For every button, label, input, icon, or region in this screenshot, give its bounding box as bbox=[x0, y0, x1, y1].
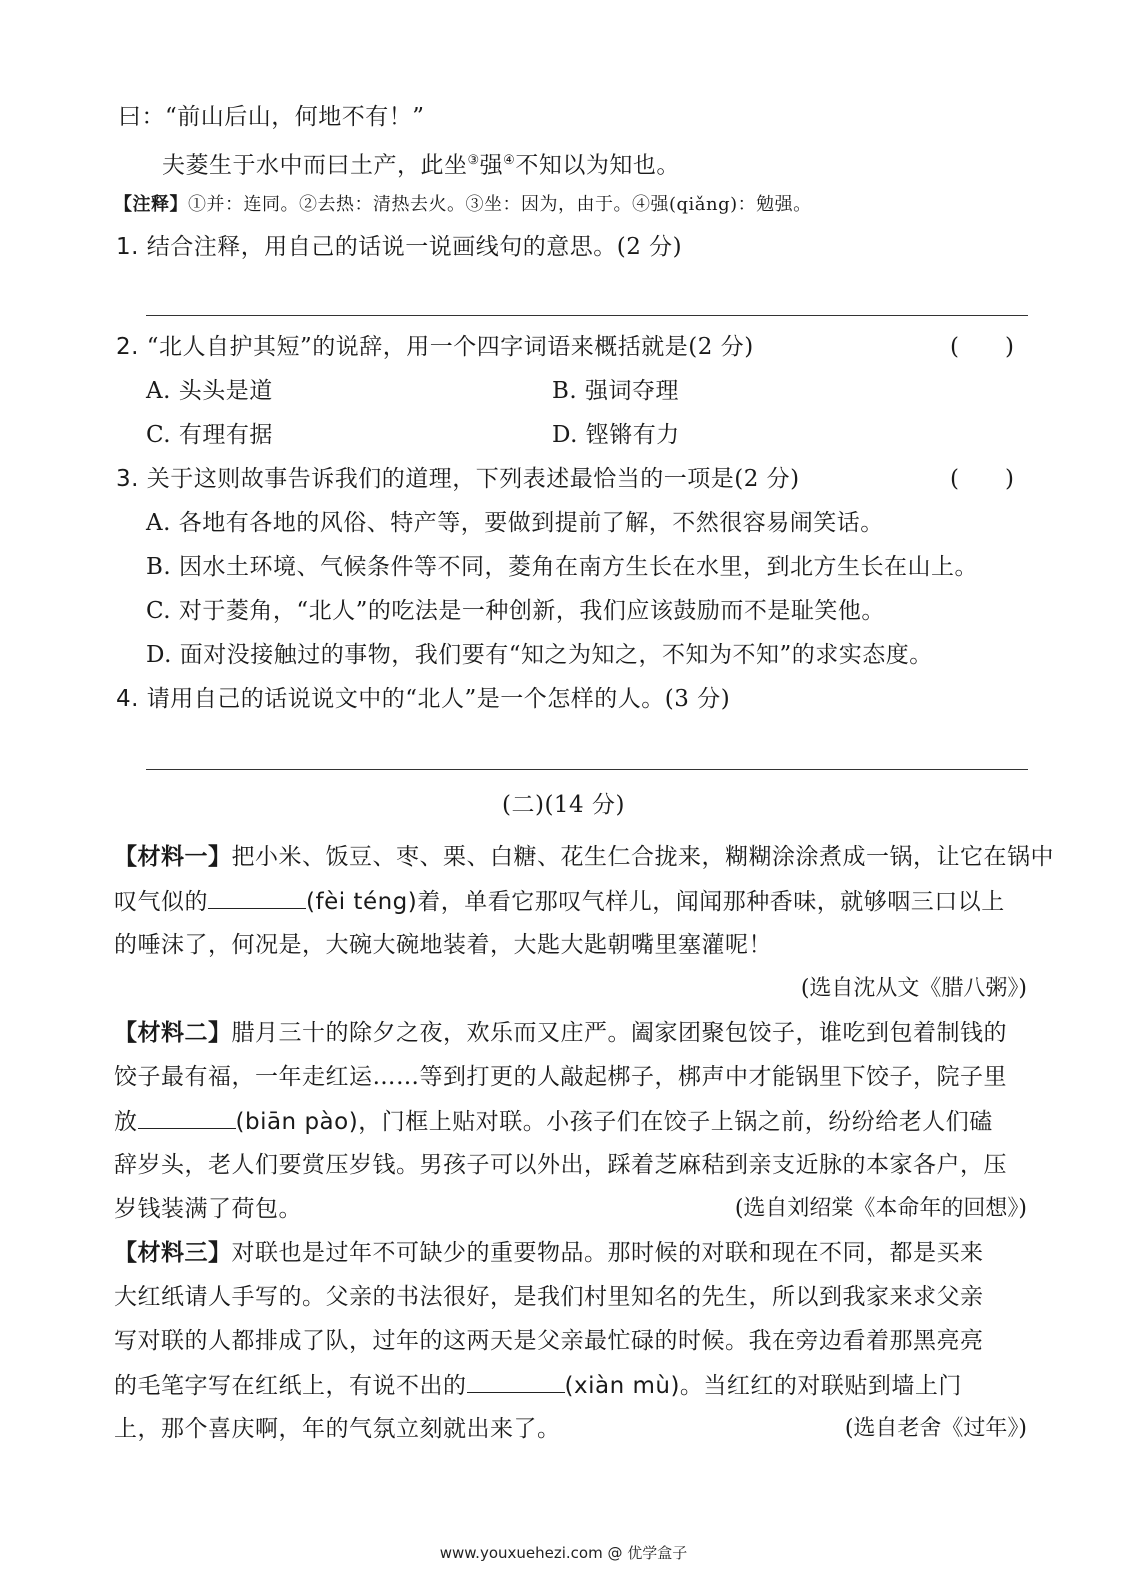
question-2 bbox=[116, 332, 754, 362]
q2-option-b[interactable]: B. 强词夺理 bbox=[552, 378, 680, 404]
material-3-line-1 bbox=[114, 1238, 984, 1268]
material-2-label: 【材料二】 bbox=[114, 1020, 232, 1046]
passage-line-2-a: 夫菱生于水中而曰土产，此坐 bbox=[162, 152, 468, 179]
blank-feiteng[interactable] bbox=[208, 886, 306, 909]
material-2-line-5: 岁钱装满了荷包。 bbox=[114, 1196, 302, 1222]
material-1-source: (选自沈从文《腊八粥》) bbox=[800, 976, 1027, 1001]
material-1-text-2b: 着，单看它那叹气样儿，闻闻那种香味，就够咽三口以上 bbox=[417, 889, 1005, 915]
passage-line-1: 曰：“前山后山，何地不有！” bbox=[118, 104, 425, 130]
question-2-answer-box[interactable]: ( ) bbox=[950, 334, 1014, 360]
material-1-label: 【材料一】 bbox=[114, 844, 232, 870]
material-2-line-3 bbox=[114, 1106, 993, 1137]
material-1-line-2 bbox=[114, 886, 1005, 917]
passage-line-2-b: 强 bbox=[479, 152, 504, 179]
question-3-number: 3. bbox=[116, 466, 139, 492]
q2-option-a[interactable]: A. 头头是道 bbox=[146, 378, 273, 404]
annotation bbox=[114, 190, 812, 220]
annotation-text: ①并：连同。②去热：清热去火。③坐：因为，由于。④强(qiǎng)：勉强。 bbox=[188, 194, 812, 215]
question-4-number: 4. bbox=[116, 686, 139, 712]
material-3-text-1: 对联也是过年不可缺少的重要物品。那时候的对联和现在不同，都是买来 bbox=[231, 1240, 984, 1266]
q3-option-a[interactable]: A. 各地有各地的风俗、特产等，要做到提前了解，不然很容易闹笑话。 bbox=[146, 510, 884, 536]
question-2-text: “北人自护其短”的说辞，用一个四字词语来概括就是(2 分) bbox=[146, 334, 754, 360]
question-2-number: 2. bbox=[116, 334, 139, 360]
material-2-line-2: 饺子最有福，一年走红运……等到打更的人敲起梆子，梆声中才能锅里下饺子，院子里 bbox=[114, 1064, 1007, 1090]
material-3-line-3: 写对联的人都排成了队，过年的这两天是父亲最忙碌的时候。我在旁边看着那黑亮亮 bbox=[114, 1328, 984, 1354]
material-2-line-1 bbox=[114, 1018, 1007, 1048]
section-two-title: (二)(14 分) bbox=[502, 792, 625, 818]
material-2-text-3b: ，门框上贴对联。小孩子们在饺子上锅之前，纷纷给老人们磕 bbox=[358, 1109, 993, 1135]
material-3-line-5: 上，那个喜庆啊，年的气氛立刻就出来了。 bbox=[114, 1416, 561, 1442]
material-3-line-2: 大红纸请人手写的。父亲的书法很好，是我们村里知名的先生，所以到我家来求父亲 bbox=[114, 1284, 984, 1310]
pinyin-xianmu: (xiàn mù) bbox=[564, 1373, 680, 1399]
blank-bianpao[interactable] bbox=[138, 1106, 236, 1129]
footnote-ref-3: ③ bbox=[467, 153, 480, 168]
material-2-text-1: 腊月三十的除夕之夜，欢乐而又庄严。阖家团聚包饺子，谁吃到包着制钱的 bbox=[231, 1020, 1007, 1046]
answer-line-4[interactable] bbox=[146, 769, 1028, 770]
q3-option-c[interactable]: C. 对于菱角，“北人”的吃法是一种创新，我们应该鼓励而不是耻笑他。 bbox=[146, 598, 885, 624]
material-3-text-4b: 。当红红的对联贴到墙上门 bbox=[679, 1373, 962, 1399]
question-3-answer-box[interactable]: ( ) bbox=[950, 466, 1014, 492]
material-1-text-1: 把小米、饭豆、枣、栗、白糖、花生仁合拢来，糊糊涂涂煮成一锅，让它在锅中 bbox=[231, 844, 1054, 870]
passage-line-2-c: 不知以为知也。 bbox=[515, 152, 680, 179]
material-1-text-2a: 叹气似的 bbox=[114, 889, 208, 915]
question-1 bbox=[116, 232, 682, 262]
material-1-line-1 bbox=[114, 842, 1054, 872]
q2-option-c[interactable]: C. 有理有据 bbox=[146, 422, 273, 448]
question-3-text: 关于这则故事告诉我们的道理，下列表述最恰当的一项是(2 分) bbox=[146, 466, 800, 492]
question-3 bbox=[116, 464, 800, 494]
pinyin-feiteng: (fèi téng) bbox=[306, 889, 418, 915]
material-3-source: (选自老舍《过年》) bbox=[844, 1416, 1027, 1441]
material-3-text-4a: 的毛笔字写在红纸上，有说不出的 bbox=[114, 1373, 467, 1399]
material-2-source: (选自刘绍棠《本命年的回想》) bbox=[734, 1196, 1027, 1221]
footnote-ref-4: ④ bbox=[503, 153, 516, 168]
material-3-line-4 bbox=[114, 1370, 962, 1401]
material-3-label: 【材料三】 bbox=[114, 1240, 232, 1266]
material-1-line-3: 的唾沫了，何况是，大碗大碗地装着，大匙大匙朝嘴里塞灌呢！ bbox=[114, 932, 772, 958]
question-1-number: 1. bbox=[116, 234, 139, 260]
q2-option-d[interactable]: D. 铿锵有力 bbox=[552, 422, 680, 448]
material-2-text-3a: 放 bbox=[114, 1109, 138, 1135]
pinyin-bianpao: (biān pào) bbox=[235, 1109, 359, 1135]
material-2-line-4: 辞岁头，老人们要赏压岁钱。男孩子可以外出，踩着芝麻秸到亲支近脉的本家各户，压 bbox=[114, 1152, 1007, 1178]
q3-option-b[interactable]: B. 因水土环境、气候条件等不同，菱角在南方生长在水里，到北方生长在山上。 bbox=[146, 554, 979, 580]
blank-xianmu[interactable] bbox=[467, 1370, 565, 1393]
annotation-label: 【注释】 bbox=[114, 194, 188, 215]
question-4 bbox=[116, 684, 730, 714]
question-4-text: 请用自己的话说说文中的“北人”是一个怎样的人。(3 分) bbox=[146, 686, 731, 712]
footer-watermark[interactable]: www.youxuehezi.com @ 优学盒子 bbox=[439, 1544, 688, 1562]
passage-line-2 bbox=[162, 146, 680, 181]
question-1-text: 结合注释，用自己的话说一说画线句的意思。(2 分) bbox=[146, 234, 683, 260]
answer-line-1[interactable] bbox=[146, 315, 1028, 316]
q3-option-d[interactable]: D. 面对没接触过的事物，我们要有“知之为知之，不知为不知”的求实态度。 bbox=[146, 642, 933, 668]
